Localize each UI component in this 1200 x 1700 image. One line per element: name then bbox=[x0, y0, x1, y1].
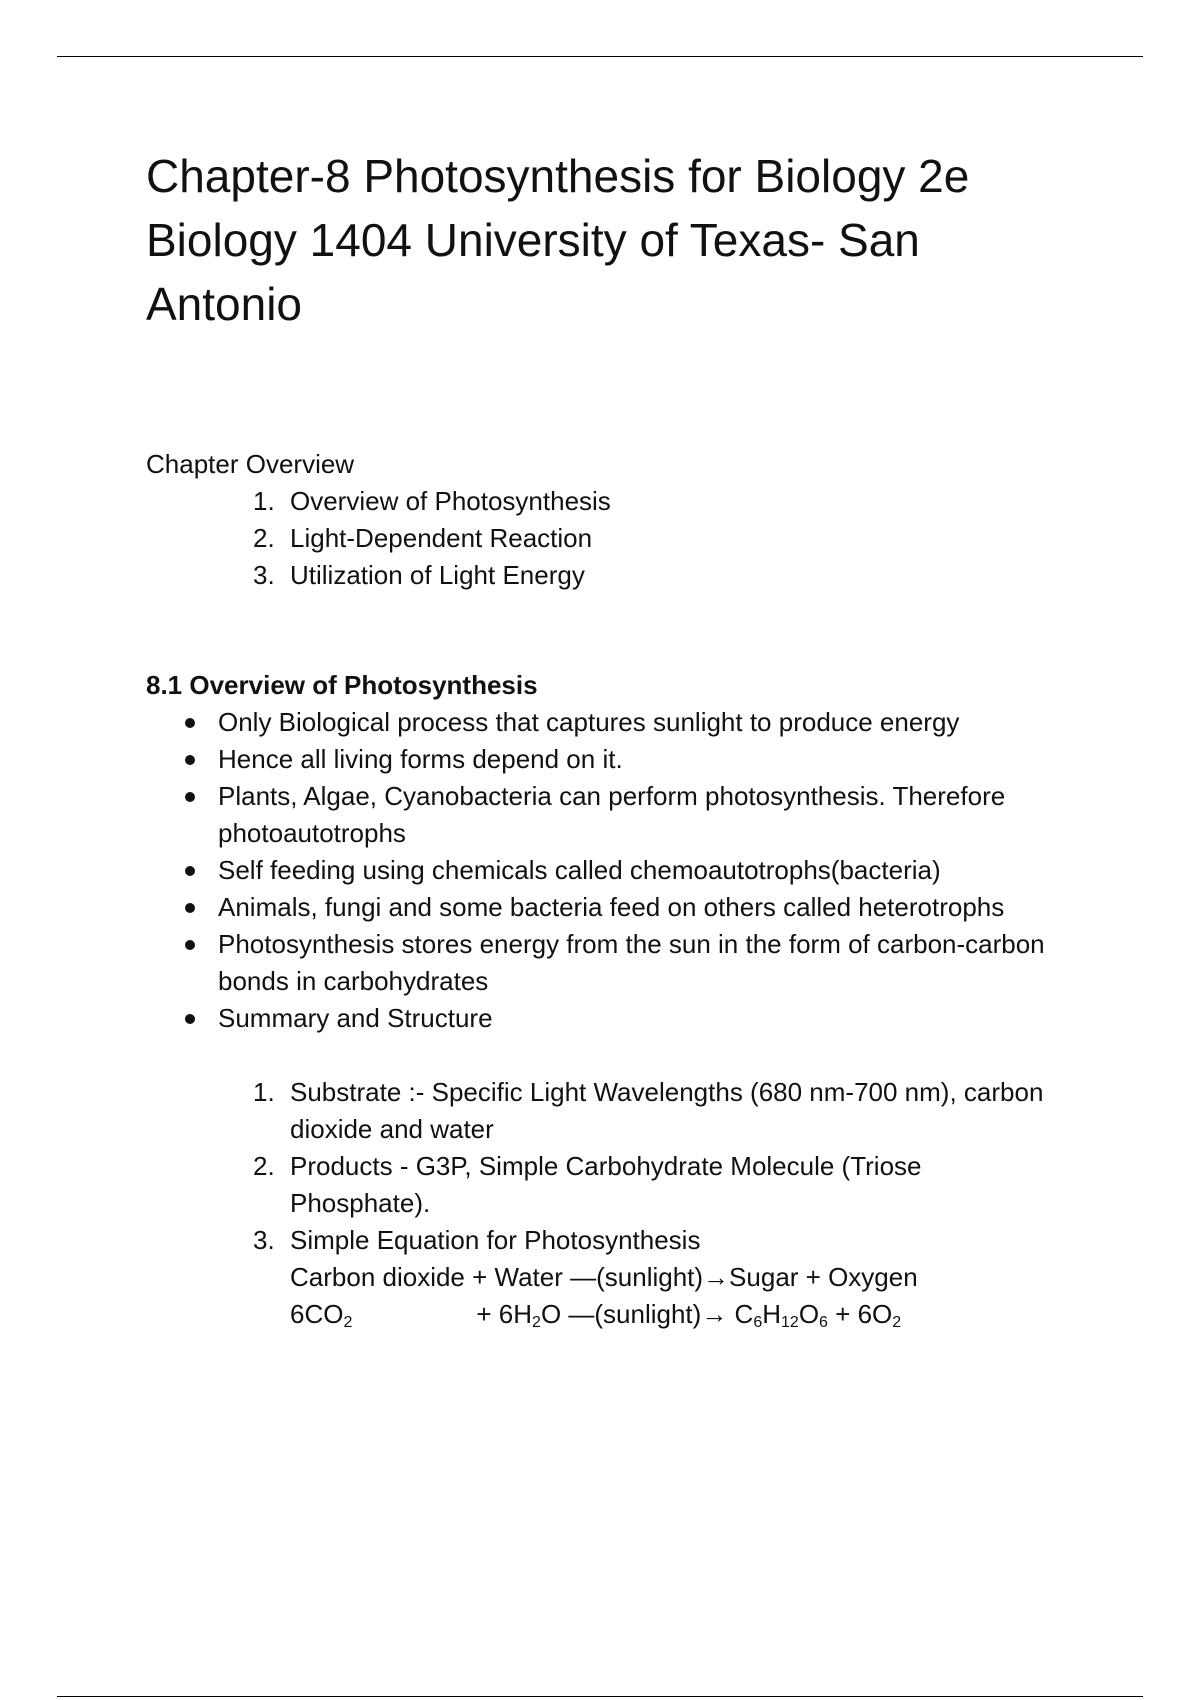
bullet-text: Only Biological process that captures sunlight to produce energy bbox=[218, 707, 960, 737]
overview-bullet-list bbox=[181, 704, 1106, 1000]
list-item bbox=[253, 483, 1106, 520]
bullet-item bbox=[181, 1000, 1106, 1037]
list-number: 2. bbox=[253, 1151, 275, 1181]
bullet-text: Plants, Algae, Cyanobacteria can perform photosynthesis. Therefore photoautotrophs bbox=[218, 781, 1006, 848]
bottom-rule bbox=[57, 1696, 1143, 1697]
list-item bbox=[253, 1222, 1053, 1341]
bullet-item bbox=[181, 778, 1106, 852]
bullet-dot-icon bbox=[185, 940, 195, 950]
section-heading: 8.1 Overview of Photosynthesis bbox=[146, 670, 538, 700]
formula-subscript: 2 bbox=[343, 1314, 353, 1331]
bullet-text: Photosynthesis stores energy from the sun in the form of carbon-carbon bonds in carbohydrates bbox=[218, 929, 1045, 996]
bullet-text: Summary and Structure bbox=[218, 1003, 493, 1033]
list-item-text: Simple Equation for Photosynthesis bbox=[290, 1225, 701, 1255]
list-item-text: Overview of Photosynthesis bbox=[290, 486, 611, 516]
bullet-dot-icon bbox=[185, 792, 195, 802]
formula-subscript: 6 bbox=[753, 1314, 763, 1331]
chapter-overview-list bbox=[253, 483, 1106, 594]
formula-part: O bbox=[798, 1299, 820, 1329]
equation-formula bbox=[290, 1296, 1053, 1341]
bullet-item bbox=[181, 704, 1106, 741]
bullet-item bbox=[181, 926, 1106, 1000]
formula-subscript: 2 bbox=[892, 1314, 902, 1331]
bullet-text: Animals, fungi and some bacteria feed on others called heterotrophs bbox=[218, 892, 1005, 922]
formula-subscript: 2 bbox=[532, 1314, 541, 1331]
bullet-item bbox=[181, 741, 1106, 778]
list-item bbox=[253, 557, 1106, 594]
list-item bbox=[253, 520, 1106, 557]
list-number: 1. bbox=[253, 486, 275, 516]
page-title: Chapter-8 Photosynthesis for Biology 2e Biology 1404 University of Texas- San Antonio bbox=[146, 150, 970, 330]
document-body bbox=[146, 144, 1106, 1341]
summary-list bbox=[253, 1074, 1053, 1341]
bullet-dot-icon bbox=[185, 1014, 195, 1024]
list-item-text: Substrate :- Specific Light Wavelengths (680 nm-700 nm), carbon dioxide and water bbox=[290, 1077, 1044, 1144]
formula-part: H bbox=[762, 1299, 782, 1329]
list-number: 3. bbox=[253, 1225, 275, 1255]
top-rule bbox=[57, 56, 1143, 57]
bullet-dot-icon bbox=[185, 718, 195, 728]
summary-bullet-list bbox=[181, 1000, 1106, 1037]
list-item bbox=[253, 1148, 1053, 1222]
formula-part: O —(sunlight)→ C bbox=[540, 1299, 754, 1329]
list-item-text: Utilization of Light Energy bbox=[290, 560, 585, 590]
formula-part: + 6H bbox=[476, 1299, 533, 1329]
chapter-overview-label: Chapter Overview bbox=[146, 449, 355, 479]
equation-words: Carbon dioxide + Water —(sunlight)→Sugar + Oxygen bbox=[290, 1262, 918, 1292]
bullet-dot-icon bbox=[185, 866, 195, 876]
formula-subscript: 6 bbox=[819, 1314, 828, 1331]
formula-subscript: 12 bbox=[781, 1314, 799, 1331]
bullet-dot-icon bbox=[185, 755, 195, 765]
list-number: 2. bbox=[253, 523, 275, 553]
bullet-dot-icon bbox=[185, 903, 195, 913]
list-item-text: Products - G3P, Simple Carbohydrate Molecule (Triose Phosphate). bbox=[290, 1151, 922, 1218]
list-item bbox=[253, 1074, 1053, 1148]
bullet-item bbox=[181, 889, 1106, 926]
formula-part: + 6O bbox=[827, 1299, 893, 1329]
bullet-text: Self feeding using chemicals called chemoautotrophs(bacteria) bbox=[218, 855, 941, 885]
list-number: 3. bbox=[253, 560, 275, 590]
bullet-item bbox=[181, 852, 1106, 889]
formula-part: 6CO bbox=[290, 1299, 344, 1329]
bullet-text: Hence all living forms depend on it. bbox=[218, 744, 623, 774]
list-item-text: Light-Dependent Reaction bbox=[290, 523, 593, 553]
list-number: 1. bbox=[253, 1077, 275, 1107]
